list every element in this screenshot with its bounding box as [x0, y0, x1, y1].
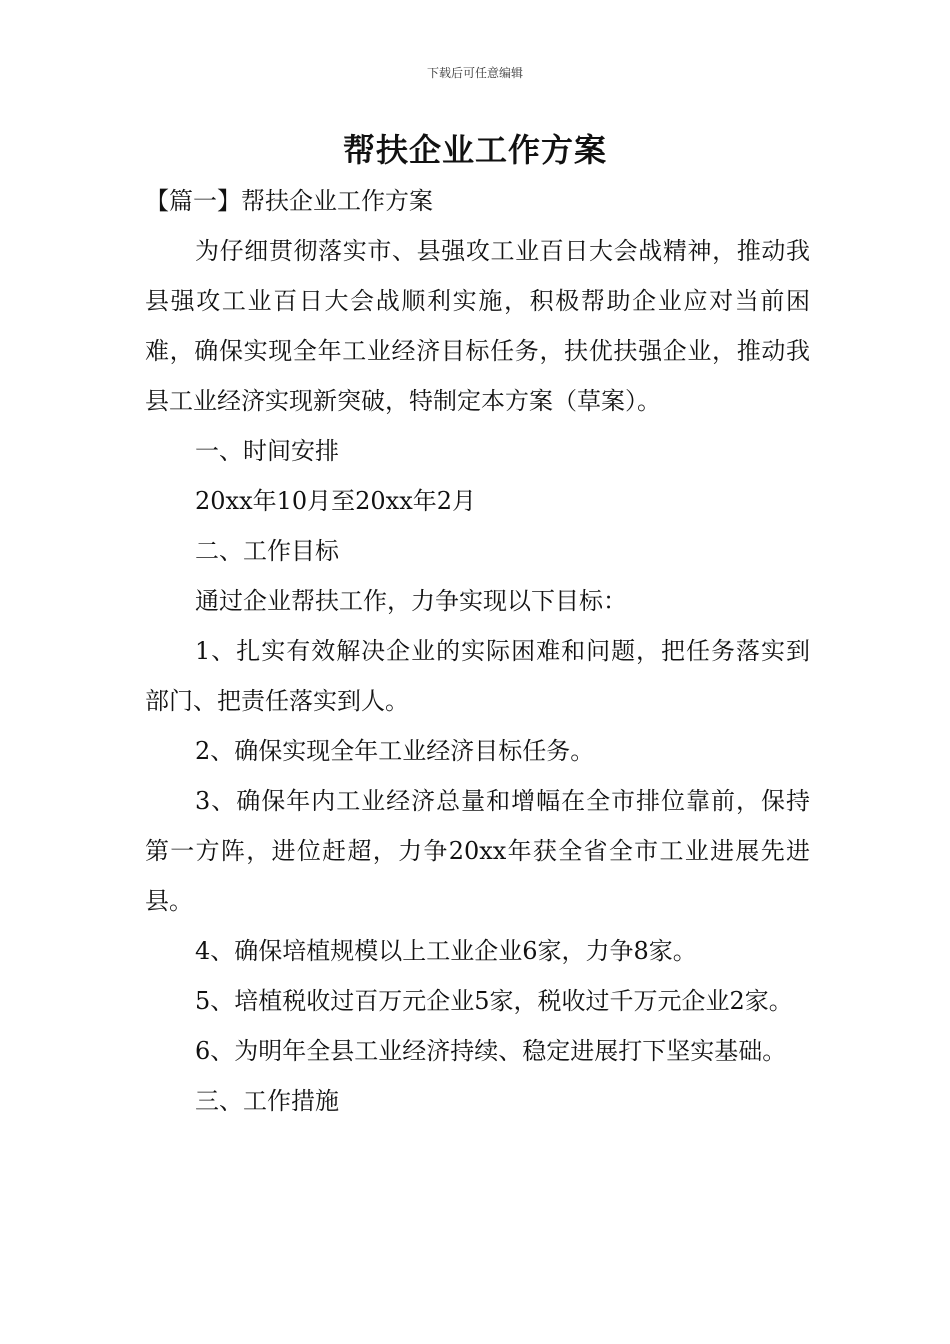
goal-item-6: 6、为明年全县工业经济持续、稳定进展打下坚实基础。	[195, 1037, 787, 1065]
document-title: 帮扶企业工作方案	[342, 131, 607, 169]
paragraph-goals-intro: 通过企业帮扶工作，力争实现以下目标：	[195, 587, 627, 615]
goal-item-5: 5、培植税收过百万元企业5家，税收过千万元企业2家。	[195, 987, 793, 1015]
document-body	[145, 176, 810, 1126]
section-title: 【篇一】帮扶企业工作方案	[145, 187, 433, 215]
paragraph-time-range: 20xx年10月至20xx年2月	[195, 487, 477, 515]
goal-item-2: 2、确保实现全年工业经济目标任务。	[195, 737, 595, 765]
page-header-note: 下载后可任意编辑	[426, 66, 523, 80]
goal-item-1: 1、扎实有效解决企业的实际困难和问题，把任务落实到部门、把责任落实到人。	[145, 637, 810, 715]
heading-work-goals: 二、工作目标	[195, 537, 339, 565]
heading-work-measures: 三、工作措施	[195, 1087, 339, 1115]
heading-time-schedule: 一、时间安排	[195, 437, 339, 465]
paragraph-intro: 为仔细贯彻落实市、县强攻工业百日大会战精神，推动我县强攻工业百日大会战顺利实施，积极帮助企业应对当前困难，确保实现全年工业经济目标任务，扶优扶强企业，推动我县工业经济实现新突破，特制定本方案（草案）。	[145, 237, 810, 415]
goal-item-4: 4、确保培植规模以上工业企业6家，力争8家。	[195, 937, 697, 965]
goal-item-3: 3、确保年内工业经济总量和增幅在全市排位靠前，保持第一方阵，进位赶超，力争20xx年获全省全市工业进展先进县。	[145, 787, 810, 915]
